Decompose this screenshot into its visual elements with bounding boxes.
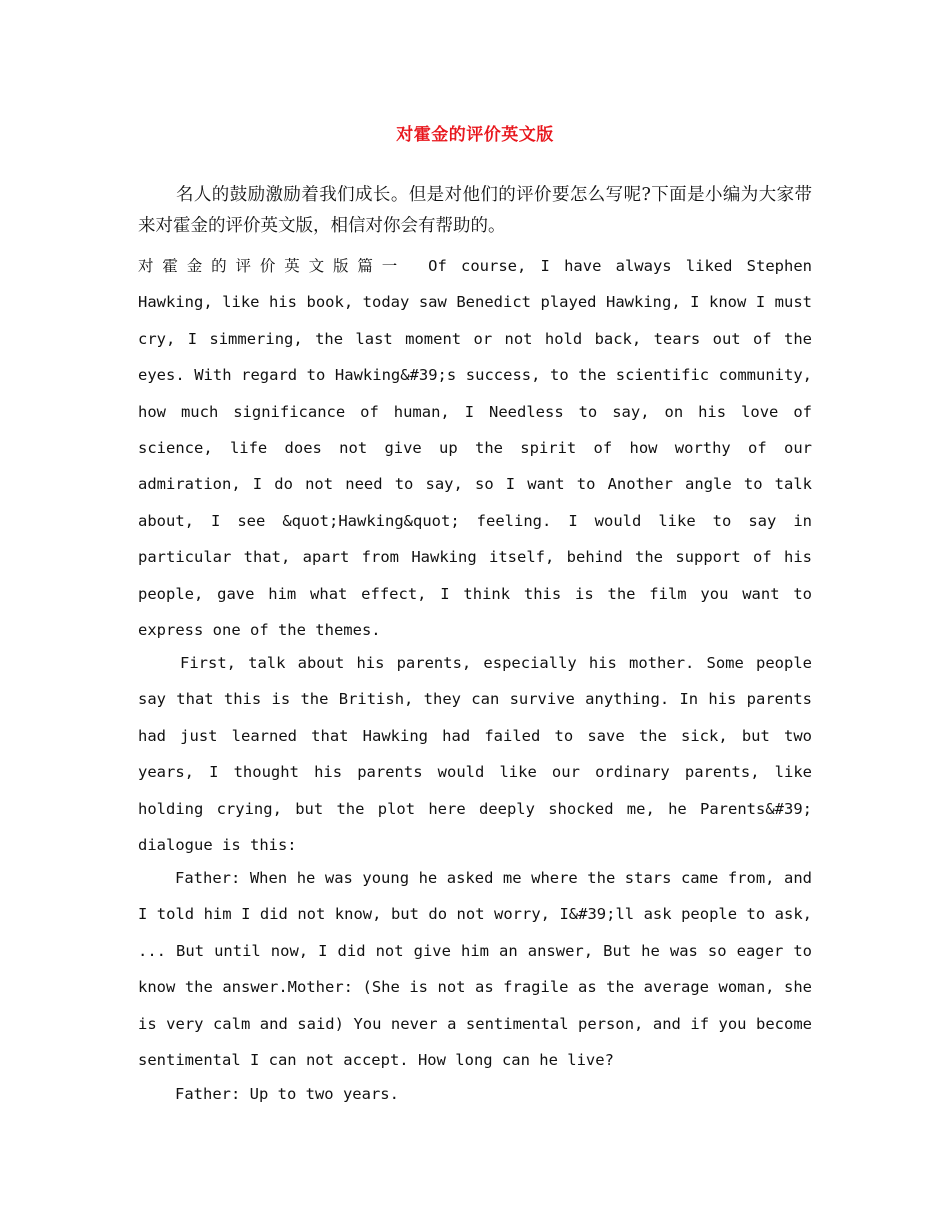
section-heading: 对霍金的评价英文版篇一 — [138, 257, 407, 275]
paragraph-1 — [138, 248, 812, 648]
paragraph-4: Father: Up to two years. — [175, 1085, 399, 1103]
intro-paragraph: 名人的鼓励激励着我们成长。但是对他们的评价要怎么写呢?下面是小编为大家带来对霍金的评价英文版，相信对你会有帮助的。 — [138, 185, 812, 236]
paragraph-2: First, talk about his parents, especially his mother. Some people say that this is the British, they can survive anything. In his parents had just learned that Hawking had failed to save the sick, but two years, I thought his parents would like our ordinary parents, like holding crying, but the plot here deeply shocked me, he Parents&#39; dialogue is this: — [138, 654, 812, 855]
document-title: 对霍金的评价英文版 — [396, 125, 554, 145]
paragraph-1-text: Of course, I have always liked Stephen Hawking, like his book, today saw Benedict played Hawking, I know I must cry, I simmering, the last moment or not hold back, tears out of the eyes. With regard to Hawking&#39;s success, to the scientific community, how much significance of human, I Needless to say, on his love of science, life does not give up the spirit of how worthy of our admiration, I do not need to say, so I want to Another angle to talk about, I see &quot;Hawking&quot; feeling. I would like to say in particular that, apart from Hawking itself, behind the support of his people, gave him what effect, I think this is the film you want to express one of the themes. — [138, 257, 812, 640]
paragraph-3: Father: When he was young he asked me where the stars came from, and I told him I did not know, but do not worry, I&#39;ll ask people to ask, ... But until now, I did not give him an answer, But he was so eager to know the answer.Mother: (She is not as fragile as the average woman, she is very calm and said) You never a sentimental person, and if you become sentimental I can not accept. How long can he live? — [138, 869, 812, 1070]
